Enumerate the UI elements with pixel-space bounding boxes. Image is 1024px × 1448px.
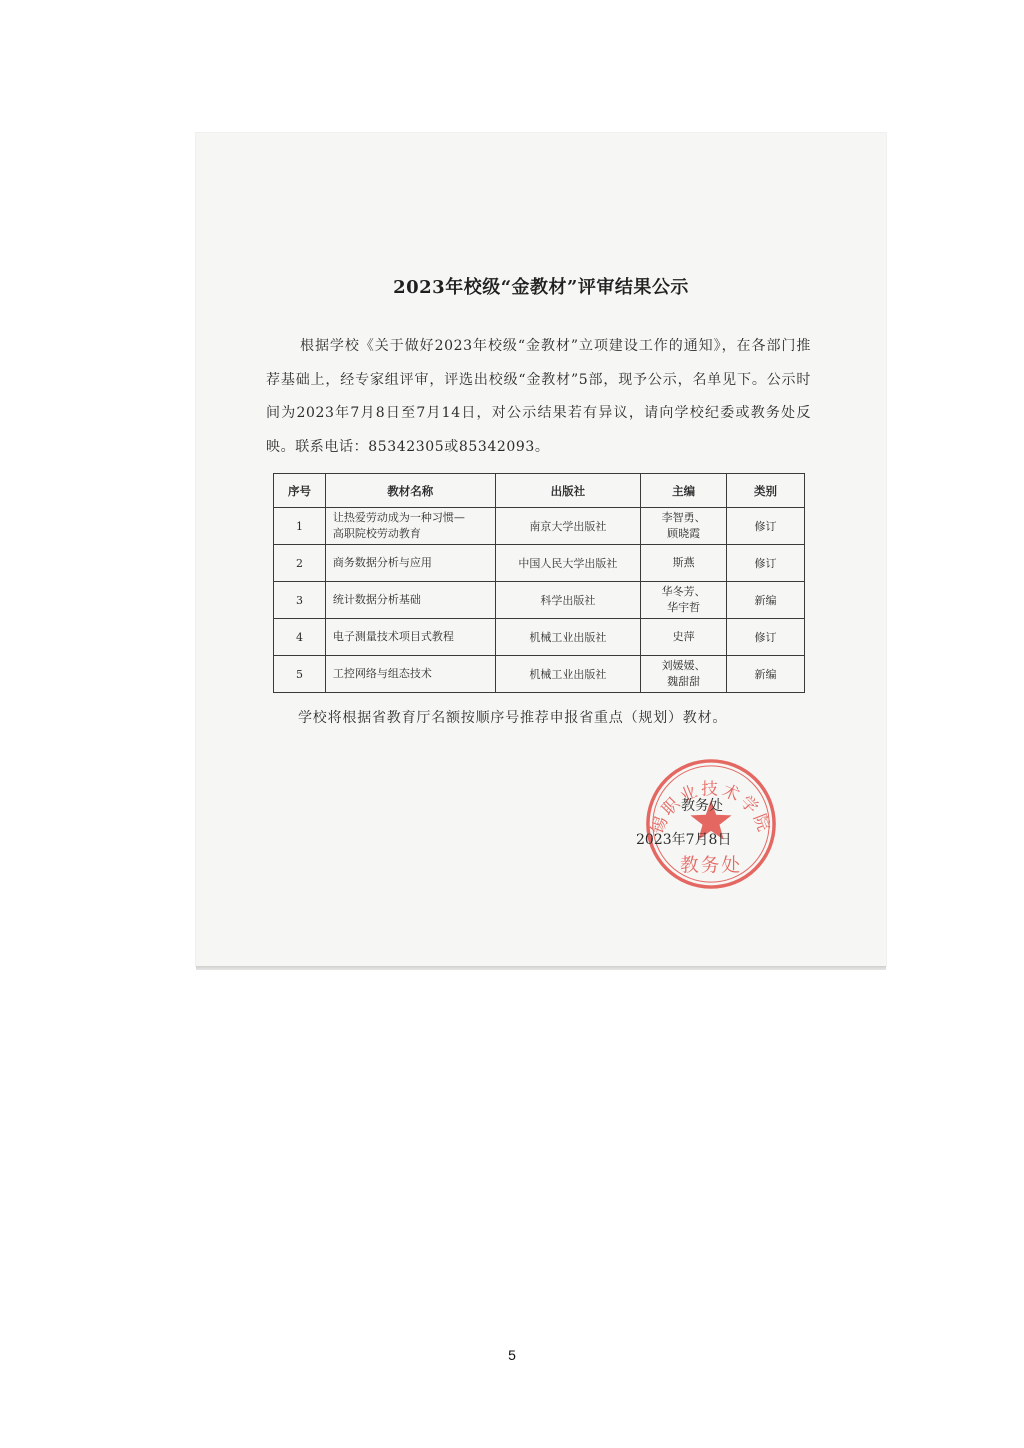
publisher: 机械工业出版社 bbox=[495, 656, 641, 693]
scanned-notice-image bbox=[196, 133, 886, 966]
category: 修订 bbox=[727, 619, 805, 656]
table-row bbox=[274, 582, 805, 619]
category: 新编 bbox=[727, 582, 805, 619]
table-row bbox=[274, 656, 805, 693]
publisher: 南京大学出版社 bbox=[495, 508, 641, 545]
row-number: 1 bbox=[274, 508, 326, 545]
textbook-title bbox=[325, 656, 495, 693]
table-row bbox=[274, 545, 805, 582]
editor-line: 斯燕 bbox=[672, 556, 695, 569]
editor-line: 史萍 bbox=[672, 630, 695, 643]
category: 修订 bbox=[727, 545, 805, 582]
chief-editor bbox=[641, 545, 727, 582]
editor-line: 李智勇、 bbox=[661, 511, 706, 524]
textbook-title-line: 统计数据分析基础 bbox=[332, 593, 421, 606]
editor-line: 刘媛媛、 bbox=[661, 659, 706, 672]
column-header-editor: 主编 bbox=[641, 474, 727, 508]
scan-bottom-edge bbox=[196, 966, 886, 970]
row-number: 5 bbox=[274, 656, 326, 693]
row-number: 2 bbox=[274, 545, 326, 582]
closing-statement: 学校将根据省教育厅名额按顺序号推荐申报省重点（规划）教材。 bbox=[298, 710, 728, 726]
table-row bbox=[274, 619, 805, 656]
column-header-category: 类别 bbox=[727, 474, 805, 508]
textbook-title bbox=[325, 619, 495, 656]
table-row bbox=[274, 508, 805, 545]
editor-line: 魏甜甜 bbox=[667, 675, 701, 688]
signature-date: 2023年7月8日 bbox=[636, 832, 732, 848]
notice-title: 2023年校级“金教材”评审结果公示 bbox=[393, 277, 689, 298]
textbook-title-line: 商务数据分析与应用 bbox=[332, 556, 432, 569]
publisher: 机械工业出版社 bbox=[495, 619, 641, 656]
column-header-title: 教材名称 bbox=[325, 474, 495, 508]
editor-line: 华宇哲 bbox=[667, 601, 701, 614]
chief-editor bbox=[641, 508, 727, 545]
table-header-row bbox=[274, 474, 805, 508]
editor-line: 顾晓霞 bbox=[667, 527, 701, 540]
row-number: 4 bbox=[274, 619, 326, 656]
textbook-title bbox=[325, 582, 495, 619]
category: 修订 bbox=[727, 508, 805, 545]
notice-body-paragraph: 根据学校《关于做好2023年校级“金教材”立项建设工作的通知》，在各部门推荐基础上，经专家组评审，评选出校级“金教材”5部，现予公示，名单见下。公示时间为2023年7月8日至7月14日，对公示结果若有异议，请向学校纪委或教务处反映。联系电话：85342305或85342093。 bbox=[266, 338, 811, 455]
chief-editor bbox=[641, 582, 727, 619]
seal-ring-text: 锡职业技术学院 bbox=[646, 778, 776, 837]
textbook-title bbox=[325, 545, 495, 582]
textbook-list-table bbox=[273, 473, 805, 693]
publisher: 中国人民大学出版社 bbox=[495, 545, 641, 582]
category: 新编 bbox=[727, 656, 805, 693]
editor-line: 华冬芳、 bbox=[661, 585, 706, 598]
seal-center-text: 教务处 bbox=[679, 855, 743, 877]
textbook-title-line: 电子测量技术项目式教程 bbox=[332, 630, 454, 643]
chief-editor bbox=[641, 656, 727, 693]
column-header-publisher: 出版社 bbox=[495, 474, 641, 508]
textbook-title-line: 让热爱劳动成为一种习惯— bbox=[332, 511, 465, 524]
row-number: 3 bbox=[274, 582, 326, 619]
textbook-title-line: 工控网络与组态技术 bbox=[332, 667, 432, 680]
page-number: 5 bbox=[508, 1347, 516, 1363]
chief-editor bbox=[641, 619, 727, 656]
signature-department: 教务处 bbox=[681, 798, 723, 814]
textbook-title bbox=[325, 508, 495, 545]
publisher: 科学出版社 bbox=[495, 582, 641, 619]
column-header-number: 序号 bbox=[274, 474, 326, 508]
official-seal-stamp bbox=[642, 755, 780, 893]
textbook-title-line: 高职院校劳动教育 bbox=[332, 527, 421, 540]
